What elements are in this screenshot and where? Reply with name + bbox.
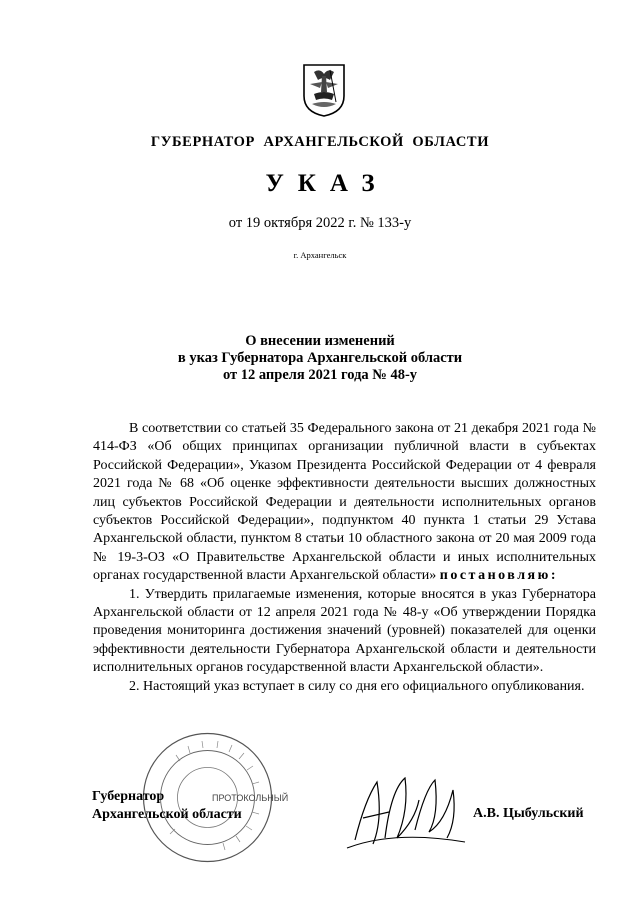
document-body <box>93 420 596 696</box>
preamble-paragraph <box>93 420 596 586</box>
decree-colon: : <box>550 568 556 584</box>
issue-city: г. Архангельск <box>293 250 347 260</box>
subject-line: от 12 апреля 2021 года № 48-у <box>222 367 418 383</box>
signer-name: А.В. Цыбульский <box>473 806 584 821</box>
signer-position <box>92 788 242 824</box>
handwritten-signature <box>335 760 475 855</box>
preamble-text: В соответствии со статьей 35 Федерального закона от 21 декабря 2021 года № 414-ФЗ «Об общих принципах организации публичной власти в субъектах Российской Федерации», Указом Президента Российской Федерации от 4 февраля 2021 года № 68 «Об оценке эффективности деятельности высших должностных лиц субъектов Российской Федерации и деятельности исполнительных органов субъектов Российской Федерации», подпунктом 40 пункта 1 статьи 29 Устава Архангельской области, пунктом 8 статьи 10 областного закона от 20 мая 2009 года № 19-3-ОЗ «О Правительстве Архангельской области и иных исполнительных органах государственной власти Архангельской области» <box>93 421 596 584</box>
document-date-number: от 19 октября 2022 г. № 133-у <box>228 215 412 231</box>
signer-position-line: Архангельской области <box>92 807 242 822</box>
decree-word: постановляю <box>439 568 551 584</box>
issuing-authority-title: ГУБЕРНАТОР АРХАНГЕЛЬСКОЙ ОБЛАСТИ <box>150 134 490 150</box>
item-paragraph: 1. Утвердить прилагаемые изменения, которые вносятся в указ Губернатора Архангельской области от 12 апреля 2021 года № 48-у «Об утверждении Порядка проведения мониторинга достижения значений (уровней) показателей для оценки эффективности деятельности Губернатора Архангельской области и деятельности исполнительных органов государственной власти Архангельской области». <box>93 586 596 676</box>
signer-position-line: Губернатор <box>92 789 165 804</box>
subject-line: О внесении изменений <box>245 333 395 349</box>
document-subject <box>0 333 640 384</box>
coat-of-arms-emblem <box>300 62 348 118</box>
stamp-center-text: ПРОТОКОЛЬНЫЙ <box>212 793 289 803</box>
subject-line: в указ Губернатора Архангельской области <box>177 350 463 366</box>
item-paragraph: 2. Настоящий указ вступает в силу со дня его официального опубликования. <box>129 678 585 694</box>
document-type-heading: УКАЗ <box>265 170 389 197</box>
